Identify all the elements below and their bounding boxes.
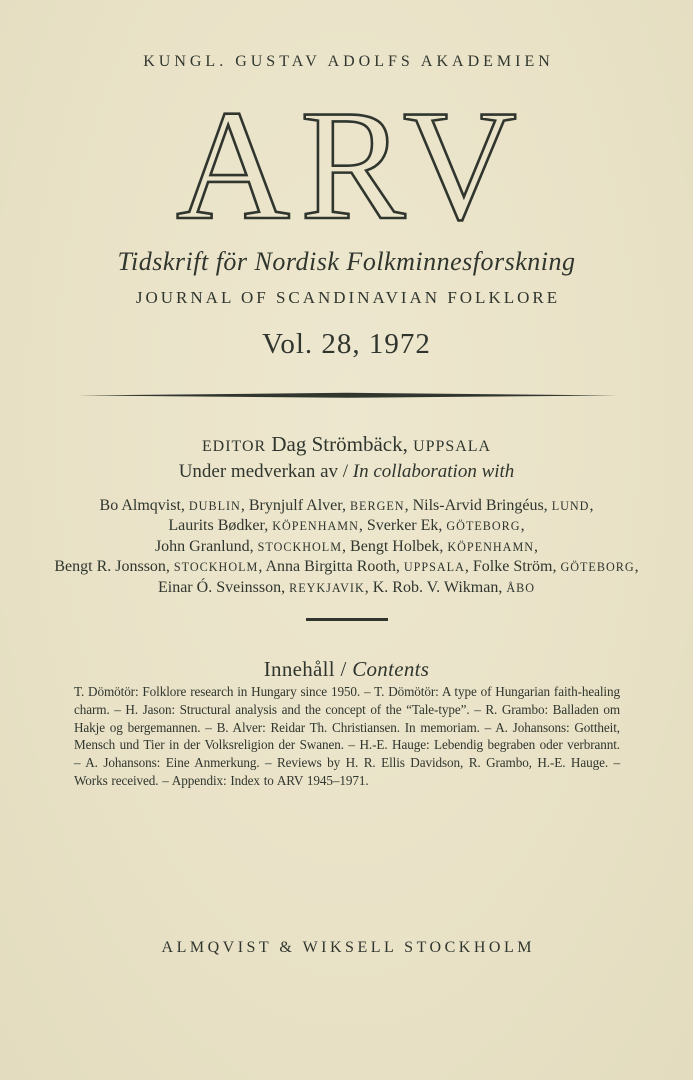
- text-segment: DUBLIN: [188, 499, 241, 513]
- text-segment: Laurits Bødker,: [168, 517, 273, 535]
- collaborator-line: [0, 578, 693, 598]
- text-segment: Dag Strömbäck,: [266, 432, 414, 456]
- text-segment: , Bengt Holbek,: [342, 537, 448, 555]
- text-segment: ,: [589, 497, 594, 514]
- text-segment: BERGEN: [349, 499, 405, 513]
- text-segment: Innehåll /: [263, 657, 353, 681]
- academy-name: KUNGL. GUSTAV ADOLFS AKADEMIEN: [143, 53, 554, 70]
- text-segment: UPPSALA: [413, 438, 492, 455]
- text-segment: Bo Almqvist,: [99, 497, 189, 514]
- text-segment: Contents: [352, 657, 430, 681]
- contents-summary: T. Dömötör: Folklore research in Hungary since 1950. – T. Dömötör: A type of Hungarian faith-healing charm. – H. Jason: Structural analysis and the concept of the “Tale-type”. – R. Grambo: Balladen om Hakje og bergemannen. – B. Alver: Reidar Th. Christiansen. In memoriam. – A. Johansons: Gottheit, Mensch und Tier in der Volksreligion der Swanen. – H.-E. Hauge: Lebendig begraben oder verbrannt. – A. Johansons: Eine Anmerkung. – Reviews by H. R. Ellis Davidson, R. Grambo, H.-E. Hauge. – Works received. – Appendix: Index to ARV 1945–1971.: [74, 684, 620, 788]
- text-segment: , Folke Ström,: [464, 558, 561, 576]
- text-segment: ,: [520, 517, 525, 535]
- contents-heading: [0, 656, 693, 682]
- text-segment: Under medverkan av /: [178, 461, 353, 482]
- text-segment: ÅBO: [506, 580, 535, 595]
- publisher-imprint: ALMQVIST & WIKSELL STOCKHOLM: [161, 939, 535, 956]
- text-segment: EDITOR: [201, 438, 267, 455]
- text-segment: ,: [634, 558, 639, 576]
- text-segment: , Nils-Arvid Bringéus,: [404, 497, 552, 514]
- journal-subtitle-swedish: Tidskrift för Nordisk Folkminnesforskning: [117, 247, 576, 276]
- text-segment: , Brynjulf Alver,: [240, 497, 350, 514]
- text-segment: STOCKHOLM: [173, 560, 259, 575]
- text-segment: In collaboration with: [352, 461, 515, 482]
- text-segment: STOCKHOLM: [257, 539, 343, 554]
- text-segment: , K. Rob. V. Wikman,: [364, 578, 507, 596]
- text-segment: GÖTEBORG: [560, 560, 635, 575]
- collaborator-line: [0, 557, 693, 577]
- collaborator-line: [0, 516, 693, 536]
- text-segment: , Sverker Ek,: [358, 517, 447, 535]
- text-segment: KÖPENHAMN: [447, 539, 535, 554]
- collaboration-line: [0, 460, 693, 483]
- tapered-divider-rule: [77, 392, 617, 399]
- journal-subtitle-english: JOURNAL OF SCANDINAVIAN FOLKLORE: [135, 288, 561, 307]
- text-segment: LUND: [551, 499, 590, 513]
- journal-title: ARV: [176, 78, 527, 253]
- short-divider-rule: [306, 618, 388, 621]
- text-segment: Bengt R. Jonsson,: [54, 558, 174, 576]
- collaborator-line: [0, 537, 693, 557]
- text-segment: REYKJAVIK: [289, 580, 365, 595]
- text-segment: GÖTEBORG: [446, 519, 521, 534]
- text-segment: John Granlund,: [154, 537, 258, 555]
- text-segment: UPPSALA: [403, 560, 465, 575]
- collaborator-line: [0, 496, 693, 516]
- text-segment: , Anna Birgitta Rooth,: [258, 558, 404, 576]
- text-segment: Einar Ó. Sveinsson,: [157, 578, 290, 596]
- editor-line: [0, 432, 693, 459]
- collaborators-list: [0, 496, 693, 598]
- text-segment: KÖPENHAMN: [272, 519, 359, 534]
- text-segment: ,: [534, 537, 539, 555]
- volume-label: Vol. 28, 1972: [262, 328, 431, 360]
